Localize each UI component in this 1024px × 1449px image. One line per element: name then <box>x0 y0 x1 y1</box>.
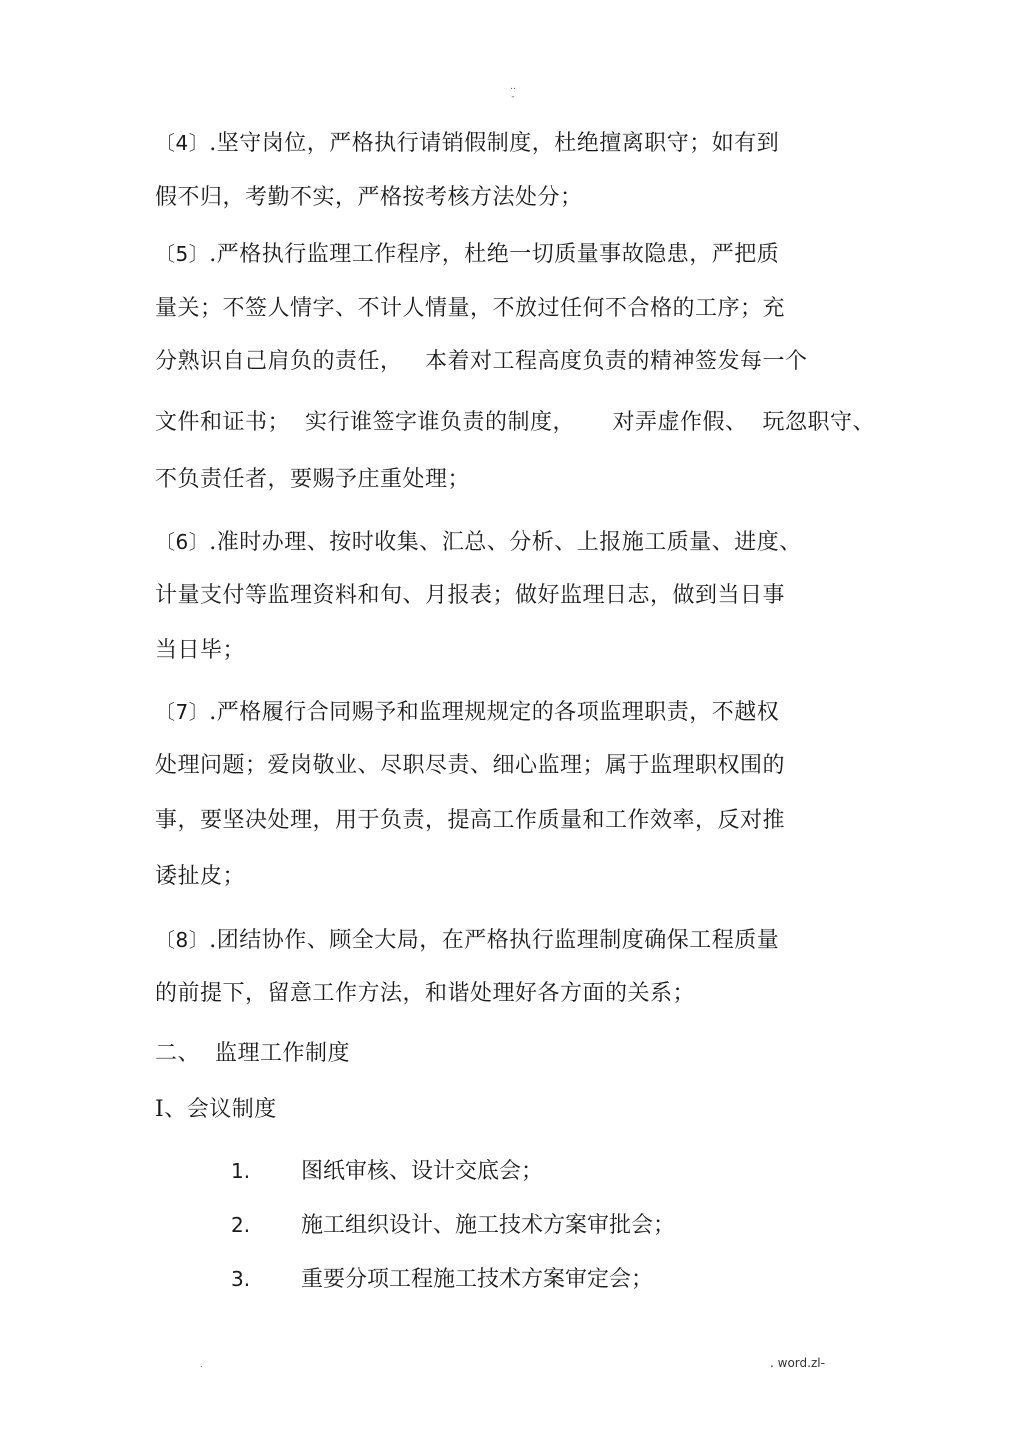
footer-left-mark: . <box>200 1360 203 1369</box>
paragraph-5-line-5: 不负责任者，要赐予庄重处理； <box>155 467 471 492</box>
paragraph-8-number: 〔8〕 <box>155 928 210 952</box>
paragraph-4-line-1 <box>155 128 779 159</box>
list-item-text: 图纸审核、设计交底会； <box>301 1159 544 1184</box>
paragraph-5-line-4: 文件和证书； 实行谁签字谁负责的制度， 对弄虚作假、 玩忽职守、 <box>155 410 875 435</box>
footer-watermark: . word.zl- <box>770 1356 825 1370</box>
list-item-text: 重要分项工程施工技术方案审定会； <box>301 1267 654 1292</box>
paragraph-7-line-2: 处理问题；爱岗敬业、尽职尽责、细心监理；属于监理职权围的 <box>155 753 786 778</box>
section-subheading: Ⅰ、会议制度 <box>155 1097 277 1122</box>
list-item-number: 1. <box>231 1159 251 1183</box>
paragraph-6-line-2: 计量支付等监理资料和旬、月报表；做好监理日志，做到当日事 <box>155 583 786 608</box>
header-mark: .. - <box>510 82 516 102</box>
paragraph-8-line-2: 的前提下，留意工作方法，和谐处理好各方面的关系； <box>155 981 696 1006</box>
paragraph-5-line-1 <box>155 239 779 270</box>
paragraph-6-line-1 <box>155 527 802 558</box>
paragraph-7-line-4: 诿扯皮； <box>155 864 246 889</box>
paragraph-5-text-1: .严格执行监理工作程序，杜绝一切质量事故隐患，严把质 <box>209 242 780 267</box>
list-item <box>231 1264 653 1295</box>
paragraph-8-text-1: .团结协作、顾全大局，在严格执行监理制度确保工程质量 <box>209 928 780 953</box>
paragraph-4-text-1: .坚守岗位，严格执行请销假制度，杜绝擅离职守；如有到 <box>209 131 780 156</box>
list-item <box>231 1210 675 1241</box>
paragraph-5-line-2: 量关；不签人情字、不计人情量，不放过任何不合格的工序；充 <box>155 296 786 321</box>
paragraph-5-line-3: 分熟识自己肩负的责任， 本着对工程高度负责的精神签发每一个 <box>155 349 808 374</box>
paragraph-5-number: 〔5〕 <box>155 242 210 266</box>
paragraph-6-number: 〔6〕 <box>155 530 210 554</box>
paragraph-4-line-2: 假不归，考勤不实，严格按考核方法处分； <box>155 185 583 210</box>
list-item-text: 施工组织设计、施工技术方案审批会； <box>301 1213 676 1238</box>
list-item-number: 3. <box>231 1267 251 1291</box>
paragraph-6-text-1: .准时办理、按时收集、汇总、分析、上报施工质量、进度、 <box>209 530 802 555</box>
list-item <box>231 1156 543 1187</box>
paragraph-6-line-3: 当日毕； <box>155 638 246 663</box>
paragraph-7-number: 〔7〕 <box>155 700 210 724</box>
section-heading: 二、 监理工作制度 <box>155 1041 350 1066</box>
paragraph-7-line-3: 事，要坚决处理，用于负责，提高工作质量和工作效率，反对推 <box>155 808 786 833</box>
list-item-number: 2. <box>231 1213 251 1237</box>
paragraph-4-number: 〔4〕 <box>155 131 210 155</box>
paragraph-8-line-1 <box>155 925 779 956</box>
paragraph-7-text-1: .严格履行合同赐予和监理规规定的各项监理职责，不越权 <box>209 700 780 725</box>
paragraph-7-line-1 <box>155 697 779 728</box>
